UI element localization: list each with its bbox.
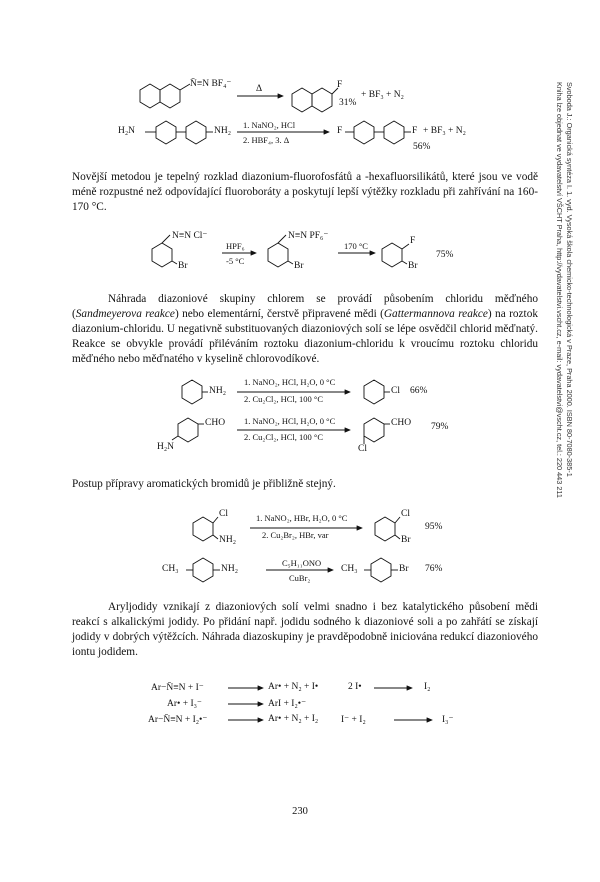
diazonium-tetrafluoroborate-label: N̄≡N BF₄⁻ bbox=[190, 79, 232, 89]
condition-4c: C₅H₁₁ONO bbox=[282, 558, 322, 568]
p-toluidine bbox=[186, 558, 220, 582]
fluoro-right: F bbox=[412, 126, 418, 136]
p2-text-a: Náhrada diazoniové skupiny chlorem se provádí působením chloridu měďného ( bbox=[72, 293, 538, 320]
yield-56: 56% bbox=[413, 142, 431, 152]
methyl-label-2: CH₃ bbox=[341, 564, 358, 574]
paragraph-sandmeyer bbox=[72, 292, 538, 367]
aldehyde-label-2: CHO bbox=[391, 418, 412, 428]
mechanism-step-3-left: Ar−N̄≡N + I₂•⁻ bbox=[148, 715, 208, 725]
chloro-label-4: Cl bbox=[358, 444, 367, 454]
condition-4d: CuBr₂ bbox=[289, 573, 311, 583]
yield-79: 79% bbox=[431, 422, 449, 432]
condition-4a: 1. NaNO₂, HBr, H₂O, 0 °C bbox=[256, 513, 348, 523]
benzidine bbox=[145, 121, 213, 144]
chlorobenzene bbox=[364, 380, 390, 404]
amine-right: NH₂ bbox=[214, 126, 232, 136]
paragraph-fluorophosphates: Novější metodou je tepelný rozklad diazonium-fluorofosfátů a -hexafluorsilikátů, které jsou ve vodě méně rozpustné než odpovídající fluoroboráty a poskytují lepší výtěžky rozkladu při zahřívání na 160-170 °C. bbox=[72, 171, 538, 213]
amine-label-5: NH₂ bbox=[219, 535, 237, 545]
p2-text-c: ) na roztok diazonium-chloridu. U negativně substituovaných diazoniových solí se lépe osvědčil chlorid měďnatý. Reakce se obvykle provádí přiléváním roztoku diazonium-chloridu k vroucímu roztoku chloridu měďného nebo měďnatého v kyselině chlorovodíkové. bbox=[72, 308, 538, 365]
iodine-recombination-right: I₂ bbox=[424, 682, 431, 692]
condition-3d: 2. Cu₂Cl₂, HCl, 100 °C bbox=[244, 432, 323, 442]
aniline bbox=[182, 380, 208, 404]
yield-75: 75% bbox=[436, 250, 454, 260]
amine-label-3: NH₂ bbox=[209, 386, 227, 396]
condition-3c: 1. NaNO₂, HCl, H₂O, 0 °C bbox=[244, 416, 336, 426]
amine-label-4: H₂N bbox=[157, 442, 175, 452]
yield-76: 76% bbox=[425, 564, 443, 574]
amine-left: H₂N bbox=[118, 126, 136, 136]
triiodide-formation-left: I⁻ + I₂ bbox=[341, 715, 366, 725]
fluoro-label: F bbox=[337, 80, 343, 90]
condition-3b: 2. Cu₂Cl₂, HCl, 100 °C bbox=[244, 394, 323, 404]
chloro-label-6: Cl bbox=[401, 509, 410, 519]
bromo-label-3: Br bbox=[408, 261, 418, 271]
mechanism-step-2-right: ArI + I₂•⁻ bbox=[268, 699, 307, 709]
diazonium-pf6-label: N≡N PF₆⁻ bbox=[288, 231, 329, 241]
paragraph-bromides: Postup přípravy aromatických bromidů je přibližně stejný. bbox=[72, 478, 336, 490]
3-chlorobenzaldehyde bbox=[364, 418, 390, 444]
temperature-label-2: 170 °C bbox=[344, 241, 368, 251]
paragraph-aryl-iodides: Aryljodidy vznikají z diazoniových solí velmi snadno i bez katalytického působení mědi reakcí s alkalickými jodidy. Po přidání např. jodidu sodného k diazoniové soli a po zahřátí se získají jodidy v dobrých výtěžcích. Náhrada diazoskupiny je pravděpodobně iniciována redukcí diazoniového iontu jodidem. bbox=[72, 601, 538, 658]
byproducts-2: + BF₃ + N₂ bbox=[423, 126, 466, 136]
bromo-label-4: Br bbox=[401, 535, 411, 545]
difluorobiphenyl bbox=[345, 121, 411, 144]
methyl-label-1: CH₃ bbox=[162, 564, 179, 574]
diazonium-chloride-label: N≡N Cl⁻ bbox=[172, 231, 208, 241]
2-fluoronaphthalene bbox=[292, 88, 338, 112]
mechanism-step-1-right: Ar• + N₂ + I• bbox=[268, 682, 319, 692]
p2-text-b: ) nebo elementární, čerstvě připravené mědi ( bbox=[174, 308, 384, 320]
3-aminobenzaldehyde bbox=[172, 418, 204, 442]
hpf6-label: HPF₆ bbox=[226, 241, 245, 251]
2-bromofluorobenzene bbox=[382, 243, 409, 267]
yield-95: 95% bbox=[425, 522, 443, 532]
gattermann-reaction-term: Gattermannova reakce bbox=[383, 308, 488, 320]
fluoro-label-2: F bbox=[410, 236, 416, 246]
condition-1b: 2. HBF₄, 3. Δ bbox=[243, 135, 290, 145]
heat-label: Δ bbox=[256, 84, 263, 94]
2-chloroaniline bbox=[193, 517, 218, 541]
triiodide-formation-right: I₃⁻ bbox=[442, 715, 454, 725]
p-bromotoluene bbox=[364, 558, 398, 582]
mechanism-step-3-right: Ar• + N₂ + I₂ bbox=[268, 714, 319, 724]
temperature-label-1: -5 °C bbox=[226, 256, 245, 266]
iodine-recombination-left: 2 I• bbox=[348, 682, 362, 692]
condition-4b: 2. Cu₂Br₂, HBr, var bbox=[262, 530, 329, 540]
naphthalene-diazonium bbox=[140, 84, 190, 108]
aldehyde-label-1: CHO bbox=[205, 418, 226, 428]
page-number: 230 bbox=[292, 806, 308, 817]
2-chlorobromobenzene bbox=[375, 517, 400, 541]
byproducts-1: + BF₃ + N₂ bbox=[361, 90, 404, 100]
bromo-label-5: Br bbox=[399, 564, 409, 574]
chloro-label-5: Cl bbox=[219, 509, 228, 519]
condition-3a: 1. NaNO₂, HCl, H₂O, 0 °C bbox=[244, 377, 336, 387]
mechanism-step-2-left: Ar• + I₃⁻ bbox=[167, 699, 202, 709]
fluoro-left: F bbox=[337, 126, 343, 136]
yield-31: 31% bbox=[339, 98, 357, 108]
side-note-line-1: Svoboda J.: Organická syntéza I. 1. vyd. Vysoká škola chemicko-technologická v Praze, Praha 2000. ISBN 80-7080-385-1 bbox=[565, 82, 574, 477]
bromo-label-2: Br bbox=[294, 261, 304, 271]
amine-label-6: NH₂ bbox=[221, 564, 239, 574]
condition-1a: 1. NaNO₂, HCl bbox=[243, 120, 296, 130]
side-note-line-2: Kniha lze objednat ve vydavatelství VŠCHT Praha, http://vydavatelstvi.vscht.cz, e-mail: vydavatelstvi@vscht.cz, tel.: 220 443 211 bbox=[555, 82, 564, 498]
yield-66: 66% bbox=[410, 386, 428, 396]
mechanism-step-1-left: Ar−N̄≡N + I⁻ bbox=[151, 683, 204, 693]
chloro-label-3: Cl bbox=[391, 386, 400, 396]
sandmeyer-reaction-term: Sandmeyerova reakce bbox=[75, 308, 175, 320]
bromo-label-1: Br bbox=[178, 261, 188, 271]
